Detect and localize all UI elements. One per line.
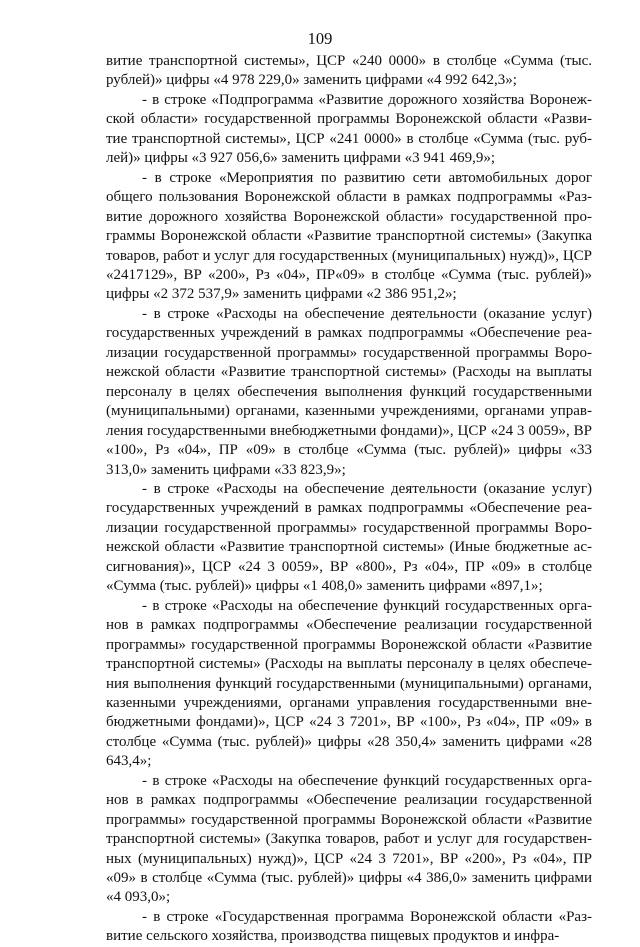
paragraph-bodies-personnel: - в строке «Расходы на обеспечение функций государственных органов в рамках подпрограммы «Обеспечение реализации государственной программы» государственной программы Воронежской области «Развитие транспортной системы» (Расходы на выплаты персоналу в целях обеспечения выполнения функций государственными (муниципальными) органами, казенными учреждениями, органами управления государственными внебюджетными фондами)», ЦСР «24 3 7201», ВР «100», Рз «04», ПР «09» в столбце «Сумма (тыс. рублей)» цифры «28 350,4» заменить цифрами «28 643,4»; <box>106 597 592 770</box>
paragraph-road-subprogram: - в строке «Подпрограмма «Развитие дорожного хозяйства Воронежской области» государственной программы Воронежской области «Развитие транспортной системы», ЦСР «241 0000» в столбце «Сумма (тыс. рублей)» цифры «3 927 056,6» заменить цифрами «3 941 469,9»; <box>106 91 592 167</box>
page-number: 109 <box>307 29 333 48</box>
paragraph-bodies-procurement: - в строке «Расходы на обеспечение функций государственных органов в рамках подпрограммы «Обеспечение реализации государственной программы» государственной программы Воронежской области «Развитие транспортной системы» (Закупка товаров, работ и услуг для государственных (муниципальных) нужд)», ЦСР «24 3 7201», ВР «200», Рз «04», ПР «09» в столбце «Сумма (тыс. рублей)» цифры «4 386,0» заменить цифрами «4 093,0»; <box>106 772 592 906</box>
paragraph-agriculture-program: - в строке «Государственная программа Воронежской области «Развитие сельского хозяйства, производства пищевых продуктов и инфра- <box>106 908 592 945</box>
paragraph-institutions-personnel: - в строке «Расходы на обеспечение деятельности (оказание услуг) государственных учреждений в рамках подпрограммы «Обеспечение реализации государственной программы» государственной программы Воронежской области «Развитие транспортной системы» (Расходы на выплаты персоналу в целях обеспечения выполнения функций государственными (муниципальными) органами, казенными учреждениями, органами управления государственными внебюджетными фондами)», ЦСР «24 3 0059», ВР «100», Рз «04», ПР «09» в столбце «Сумма (тыс. рублей)» цифры «33 313,0» заменить цифрами «33 823,9»; <box>106 305 592 478</box>
paragraph-continuation: витие транспортной системы», ЦСР «240 0000» в столбце «Сумма (тыс. рублей)» цифры «4 978 229,0» заменить цифрами «4 992 642,3»; <box>106 53 592 89</box>
paragraph-road-network-measures: - в строке «Мероприятия по развитию сети автомобильных дорог общего пользования Воронежской области в рамках подпрограммы «Развитие дорожного хозяйства Воронежской области» государственной программы Воронежской области «Развитие транспортной системы» (Закупка товаров, работ и услуг для государственных (муниципальных) нужд)», ЦСР «2417129», ВР «200», Рз «04», ПР«09» в столбце «Сумма (тыс. рублей)» цифры «2 372 537,9» заменить цифрами «2 386 951,2»; <box>106 169 592 303</box>
paragraph-institutions-other: - в строке «Расходы на обеспечение деятельности (оказание услуг) государственных учреждений в рамках подпрограммы «Обеспечение реализации государственной программы» государственной программы Воронежской области «Развитие транспортной системы» (Иные бюджетные ассигнования)», ЦСР «24 3 0059», ВР «800», Рз «04», ПР «09» в столбце «Сумма (тыс. рублей)» цифры «1 408,0» заменить цифрами «897,1»; <box>106 480 592 595</box>
document-body <box>106 52 592 947</box>
